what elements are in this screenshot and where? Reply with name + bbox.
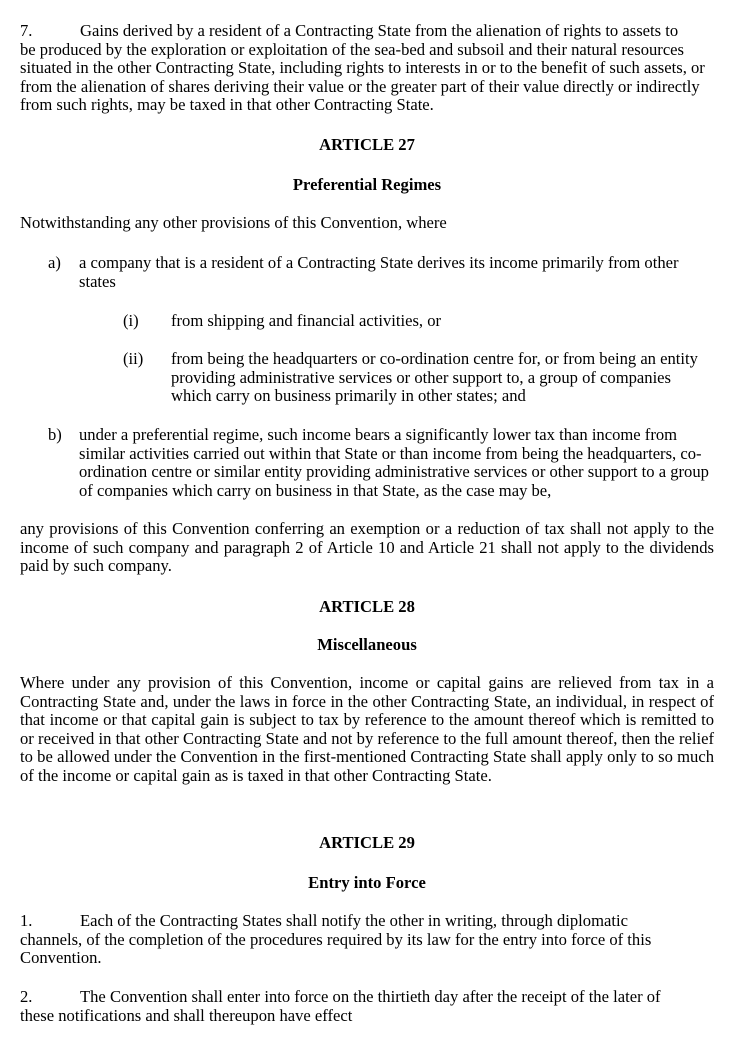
paragraph-text-first-line: Each of the Contracting States shall notify the other in writing, through diplomatic bbox=[80, 911, 628, 930]
article-title: Miscellaneous bbox=[317, 635, 417, 654]
paragraph-text: be produced by the exploration or exploitation of the sea-bed and subsoil and their natural resources situated in the other Contracting State, including rights to interests in or to the benefit of such assets, or from the alienation of shares deriving their value or the greater part of their value directly or indirectly from such rights, may be taxed in that other Contracting State. bbox=[20, 39, 705, 114]
list-label: b) bbox=[48, 425, 62, 444]
list-text: from being the headquarters or co-ordination centre for, or from being an entity providing administrative services or other support to, a group of companies which carry on business primarily in other states; and bbox=[171, 349, 698, 405]
paragraph-number: 7. bbox=[20, 21, 33, 40]
article-heading: ARTICLE 27 bbox=[319, 135, 415, 154]
paragraph-text: these notifications and shall thereupon have effect bbox=[20, 1005, 353, 1025]
list-label: (ii) bbox=[123, 349, 144, 368]
article-closing: any provisions of this Convention conferring an exemption or a reduction of tax shall not apply to the income of such company and paragraph 2 of Article 10 and Article 21 shall not apply to the dividends paid by such company. bbox=[20, 519, 714, 575]
list-item-i bbox=[20, 312, 714, 331]
paragraph-number: 2. bbox=[20, 987, 33, 1006]
paragraph-text-first-line: The Convention shall enter into force on the thirtieth day after the receipt of the later of bbox=[80, 987, 661, 1006]
list-item-b bbox=[20, 426, 714, 500]
list-label: (i) bbox=[123, 311, 139, 330]
list-label: a) bbox=[48, 253, 61, 272]
paragraph-text: channels, of the completion of the procedures required by its law for the entry into force of this Convention. bbox=[20, 929, 652, 967]
list-item-ii bbox=[20, 350, 714, 406]
list-text: under a preferential regime, such income bears a significantly lower tax than income from similar activities carried out within that State or than income from being the headquarters, co-ordination centre or similar entity providing administrative services or other support to a group of companies which carry on business in that State, as the case may be, bbox=[79, 425, 709, 500]
article-title: Preferential Regimes bbox=[292, 175, 442, 194]
article-text: Where under any provision of this Convention, income or capital gains are relieved from tax in a Contracting State and, under the laws in force in the other Contracting State, an individual, in respect of that income or that capital gain is subject to tax by reference to the amount thereof which is remitted to or received in that other Contracting State and not by reference to the full amount thereof, then the relief to be allowed under the Convention in the first-mentioned Contracting State shall apply only to so much of the income or capital gain as is taxed in that other Contracting State. bbox=[20, 673, 714, 785]
paragraph-2 bbox=[20, 988, 714, 1025]
paragraph-number: 1. bbox=[20, 911, 33, 930]
list-text: a company that is a resident of a Contracting State derives its income primarily from other states bbox=[79, 253, 679, 291]
article-intro: Notwithstanding any other provisions of this Convention, where bbox=[20, 213, 447, 232]
list-item-a bbox=[20, 254, 714, 291]
list-text: from shipping and financial activities, or bbox=[171, 311, 442, 330]
article-title: Entry into Force bbox=[308, 873, 426, 892]
article-heading: ARTICLE 28 bbox=[319, 597, 415, 616]
paragraph-text-first-line: Gains derived by a resident of a Contracting State from the alienation of rights to assets to bbox=[80, 21, 679, 40]
article-heading: ARTICLE 29 bbox=[319, 833, 415, 852]
paragraph-7 bbox=[20, 22, 714, 115]
paragraph-1 bbox=[20, 912, 714, 968]
